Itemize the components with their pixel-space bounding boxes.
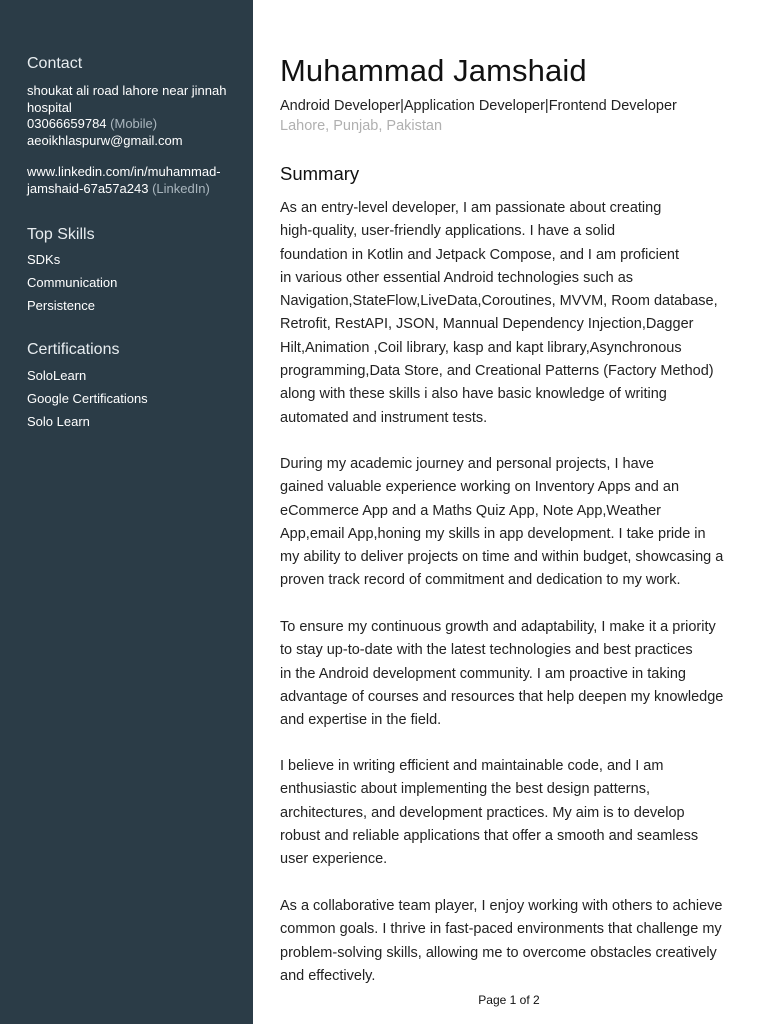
summary-line: my ability to deliver projects on time and within budget, showcasing a (280, 549, 724, 566)
summary-paragraph (280, 197, 750, 430)
summary-line: Hilt,Animation ,Coil library, kasp and kapt library,Asynchronous (280, 339, 682, 356)
summary-line: I believe in writing efficient and maintainable code, and I am (280, 758, 664, 774)
profile-name: Muhammad Jamshaid (280, 53, 587, 88)
summary-line: automated and instrument tests. (280, 409, 488, 426)
contact-address (27, 83, 242, 149)
profile-headline: Android Developer|Application Developer|Frontend Developer (280, 98, 677, 114)
summary-line: along with these skills i also have basic knowledge of writing (280, 386, 667, 403)
summary-line: foundation in Kotlin and Jetpack Compose, and I am proficient (280, 246, 679, 263)
skill-item: Persistence (27, 298, 95, 313)
address-line: shoukat ali road lahore near jinnah (27, 83, 227, 98)
summary-paragraph (280, 755, 750, 871)
profile-location: Lahore, Punjab, Pakistan (280, 118, 443, 134)
linkedin-url-part[interactable]: www.linkedin.com/in/muhammad- (27, 164, 221, 179)
summary-line: During my academic journey and personal projects, I have (280, 456, 654, 472)
contact-email[interactable]: aeoikhlaspurw@gmail.com (27, 132, 183, 148)
contact-heading: Contact (27, 55, 83, 72)
sidebar (0, 0, 253, 1024)
summary-line: programming,Data Store, and Creational Patterns (Factory Method) (280, 363, 714, 380)
address-line: hospital (27, 99, 72, 115)
page-number: Page 1 of 2 (478, 993, 540, 1007)
summary-line: and expertise in the field. (280, 712, 442, 729)
certification-item: Google Certifications (27, 391, 148, 406)
summary-line: To ensure my continuous growth and adaptability, I make it a priority (280, 619, 716, 635)
linkedin-url-part[interactable]: jamshaid-67a57a243 (27, 180, 149, 196)
summary-line: App,email App,honing my skills in app development. I take pride in (280, 525, 706, 542)
summary-title: Summary (280, 163, 360, 184)
summary-line: advantage of courses and resources that help deepen my knowledge (280, 688, 724, 705)
summary-line: Navigation,StateFlow,LiveData,Coroutines, MVVM, Room database, (280, 293, 718, 310)
linkedin-label: (LinkedIn) (152, 180, 210, 196)
summary-line: high-quality, user-friendly applications. I have a solid (280, 223, 616, 240)
skill-item: SDKs (27, 252, 61, 267)
summary-line: in various other essential Android technologies such as (280, 269, 634, 286)
summary-paragraph (280, 895, 750, 988)
summary-line: enthusiastic about implementing the best design patterns, (280, 781, 650, 798)
contact-linkedin[interactable] (27, 164, 242, 197)
summary-line: Retrofit, RestAPI, JSON, Mannual Dependency Injection,Dagger (280, 316, 694, 333)
summary-line: common goals. I thrive in fast-paced environments that challenge my (280, 921, 722, 938)
summary-line: eCommerce App and a Maths Quiz App, Note App,Weather (280, 502, 661, 519)
skill-item: Communication (27, 275, 118, 290)
summary-paragraph (280, 453, 750, 593)
summary-line: architectures, and development practices. My aim is to develop (280, 804, 685, 821)
summary-line: As an entry-level developer, I am passionate about creating (280, 200, 662, 216)
certification-item: SoloLearn (27, 368, 87, 383)
contact-phone-label: (Mobile) (110, 116, 158, 131)
summary-line: gained valuable experience working on Inventory Apps and an (280, 479, 680, 496)
contact-phone[interactable]: 03066659784 (27, 116, 107, 131)
summary-line: problem-solving skills, allowing me to overcome obstacles creatively (280, 944, 717, 961)
contact-phone-row[interactable] (27, 116, 242, 133)
summary-line: user experience. (280, 851, 388, 868)
certification-item: Solo Learn (27, 414, 90, 429)
summary-line: to stay up-to-date with the latest technologies and best practices (280, 642, 693, 659)
summary-line: in the Android development community. I am proactive in taking (280, 665, 686, 682)
top-skills-heading: Top Skills (27, 226, 95, 243)
summary-line: and effectively. (280, 967, 376, 984)
summary-paragraph (280, 616, 750, 732)
summary-line: proven track record of commitment and dedication to my work. (280, 572, 681, 589)
certifications-heading: Certifications (27, 341, 120, 358)
summary-line: robust and reliable applications that offer a smooth and seamless (280, 827, 699, 844)
summary-line: As a collaborative team player, I enjoy working with others to achieve (280, 898, 723, 914)
